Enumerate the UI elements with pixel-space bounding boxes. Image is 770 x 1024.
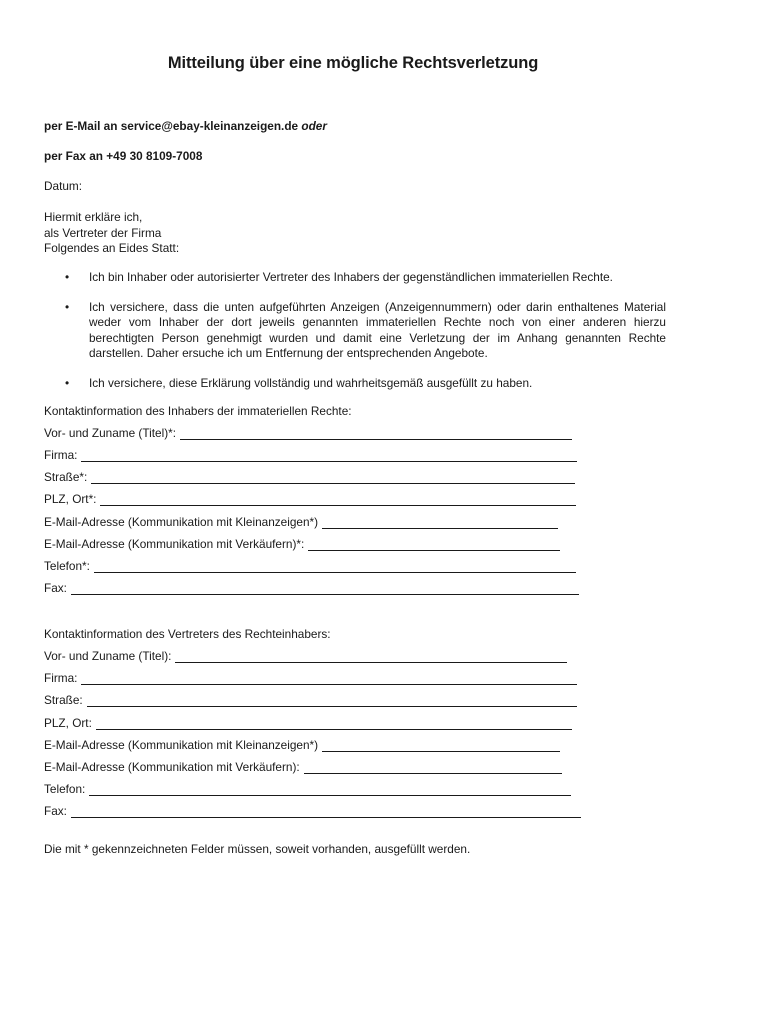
owner-street-field[interactable] xyxy=(44,470,575,484)
rep-name-field[interactable] xyxy=(44,649,567,663)
bullet-icon: • xyxy=(65,270,70,284)
intro-block xyxy=(44,210,179,257)
field-label: Firma: xyxy=(44,448,78,462)
rep-fax-field[interactable] xyxy=(44,804,581,818)
page-title: Mitteilung über eine mögliche Rechtsverletzung xyxy=(167,54,539,72)
datum-label: Datum: xyxy=(44,179,83,193)
owner-email-sellers-field[interactable] xyxy=(44,537,560,551)
rep-city-field[interactable] xyxy=(44,716,572,730)
owner-email-kleinanzeigen-field[interactable] xyxy=(44,515,558,529)
fill-line[interactable] xyxy=(89,783,571,796)
field-label: E-Mail-Adresse (Kommunikation mit Kleinanzeigen*) xyxy=(44,738,319,752)
rep-company-field[interactable] xyxy=(44,671,577,685)
rep-email-sellers-field[interactable] xyxy=(44,760,562,774)
email-line-oder: oder xyxy=(301,119,327,133)
bullet-icon: • xyxy=(65,376,70,390)
owner-fax-field[interactable] xyxy=(44,581,579,595)
declaration-text: Ich versichere, dass die unten aufgeführten Anzeigen (Anzeigennummern) oder darin enthaltenes Material weder vom Inhaber der dort jeweils genannten immateriellen Rechte noch von einer anderen hierzu berechtigten Person genehmigt wurden und damit eine Verletzung der im Anhang genannten Rechte darstellen. Daher ersuche ich um Entfernung der entsprechenden Angebote. xyxy=(89,300,666,361)
fill-line[interactable] xyxy=(100,493,576,506)
field-label: Fax: xyxy=(44,581,67,595)
field-label: E-Mail-Adresse (Kommunikation mit Verkäufern)*: xyxy=(44,537,305,551)
fill-line[interactable] xyxy=(322,739,560,752)
required-fields-note: Die mit * gekennzeichneten Felder müssen, soweit vorhanden, ausgefüllt werden. xyxy=(44,842,471,856)
field-label: Straße: xyxy=(44,693,83,707)
field-label: Telefon*: xyxy=(44,559,90,573)
intro-line: Hiermit erkläre ich, xyxy=(44,210,143,224)
fill-line[interactable] xyxy=(96,717,572,730)
declaration-text: Ich versichere, diese Erklärung vollständig und wahrheitsgemäß ausgefüllt zu haben. xyxy=(89,376,533,390)
intro-line: Folgendes an Eides Statt: xyxy=(44,241,180,256)
owner-name-field[interactable] xyxy=(44,426,572,440)
field-label: Vor- und Zuname (Titel)*: xyxy=(44,426,177,440)
owner-company-field[interactable] xyxy=(44,448,577,462)
field-label: Straße*: xyxy=(44,470,88,484)
field-label: Telefon: xyxy=(44,782,86,796)
field-label: Vor- und Zuname (Titel): xyxy=(44,649,172,663)
intro-line: als Vertreter der Firma xyxy=(44,225,162,240)
fax-line: per Fax an +49 30 8109-7008 xyxy=(44,149,203,163)
fill-line[interactable] xyxy=(81,672,577,685)
fill-line[interactable] xyxy=(87,694,577,707)
fill-line[interactable] xyxy=(304,761,562,774)
fill-line[interactable] xyxy=(94,560,576,573)
fill-line[interactable] xyxy=(322,516,558,529)
field-label: Firma: xyxy=(44,671,78,685)
fill-line[interactable] xyxy=(175,650,567,663)
email-line xyxy=(44,119,327,133)
bullet-icon: • xyxy=(65,300,70,314)
fill-line[interactable] xyxy=(308,538,560,551)
field-label: PLZ, Ort: xyxy=(44,716,92,730)
owner-city-field[interactable] xyxy=(44,492,576,506)
fill-line[interactable] xyxy=(180,427,572,440)
owner-section-heading: Kontaktinformation des Inhabers der immateriellen Rechte: xyxy=(44,404,352,418)
rep-email-kleinanzeigen-field[interactable] xyxy=(44,738,560,752)
rep-phone-field[interactable] xyxy=(44,782,571,796)
fill-line[interactable] xyxy=(71,582,579,595)
rep-section-heading: Kontaktinformation des Vertreters des Rechteinhabers: xyxy=(44,627,331,641)
fill-line[interactable] xyxy=(81,449,577,462)
email-line-text: per E-Mail an service@ebay-kleinanzeigen.de xyxy=(44,119,299,133)
rep-street-field[interactable] xyxy=(44,693,577,707)
field-label: PLZ, Ort*: xyxy=(44,492,97,506)
field-label: E-Mail-Adresse (Kommunikation mit Verkäufern): xyxy=(44,760,300,774)
owner-phone-field[interactable] xyxy=(44,559,576,573)
fill-line[interactable] xyxy=(71,805,581,818)
field-label: Fax: xyxy=(44,804,67,818)
fill-line[interactable] xyxy=(91,471,575,484)
field-label: E-Mail-Adresse (Kommunikation mit Kleinanzeigen*) xyxy=(44,515,319,529)
declaration-text: Ich bin Inhaber oder autorisierter Vertreter des Inhabers der gegenständlichen immateriellen Rechte. xyxy=(89,270,613,284)
